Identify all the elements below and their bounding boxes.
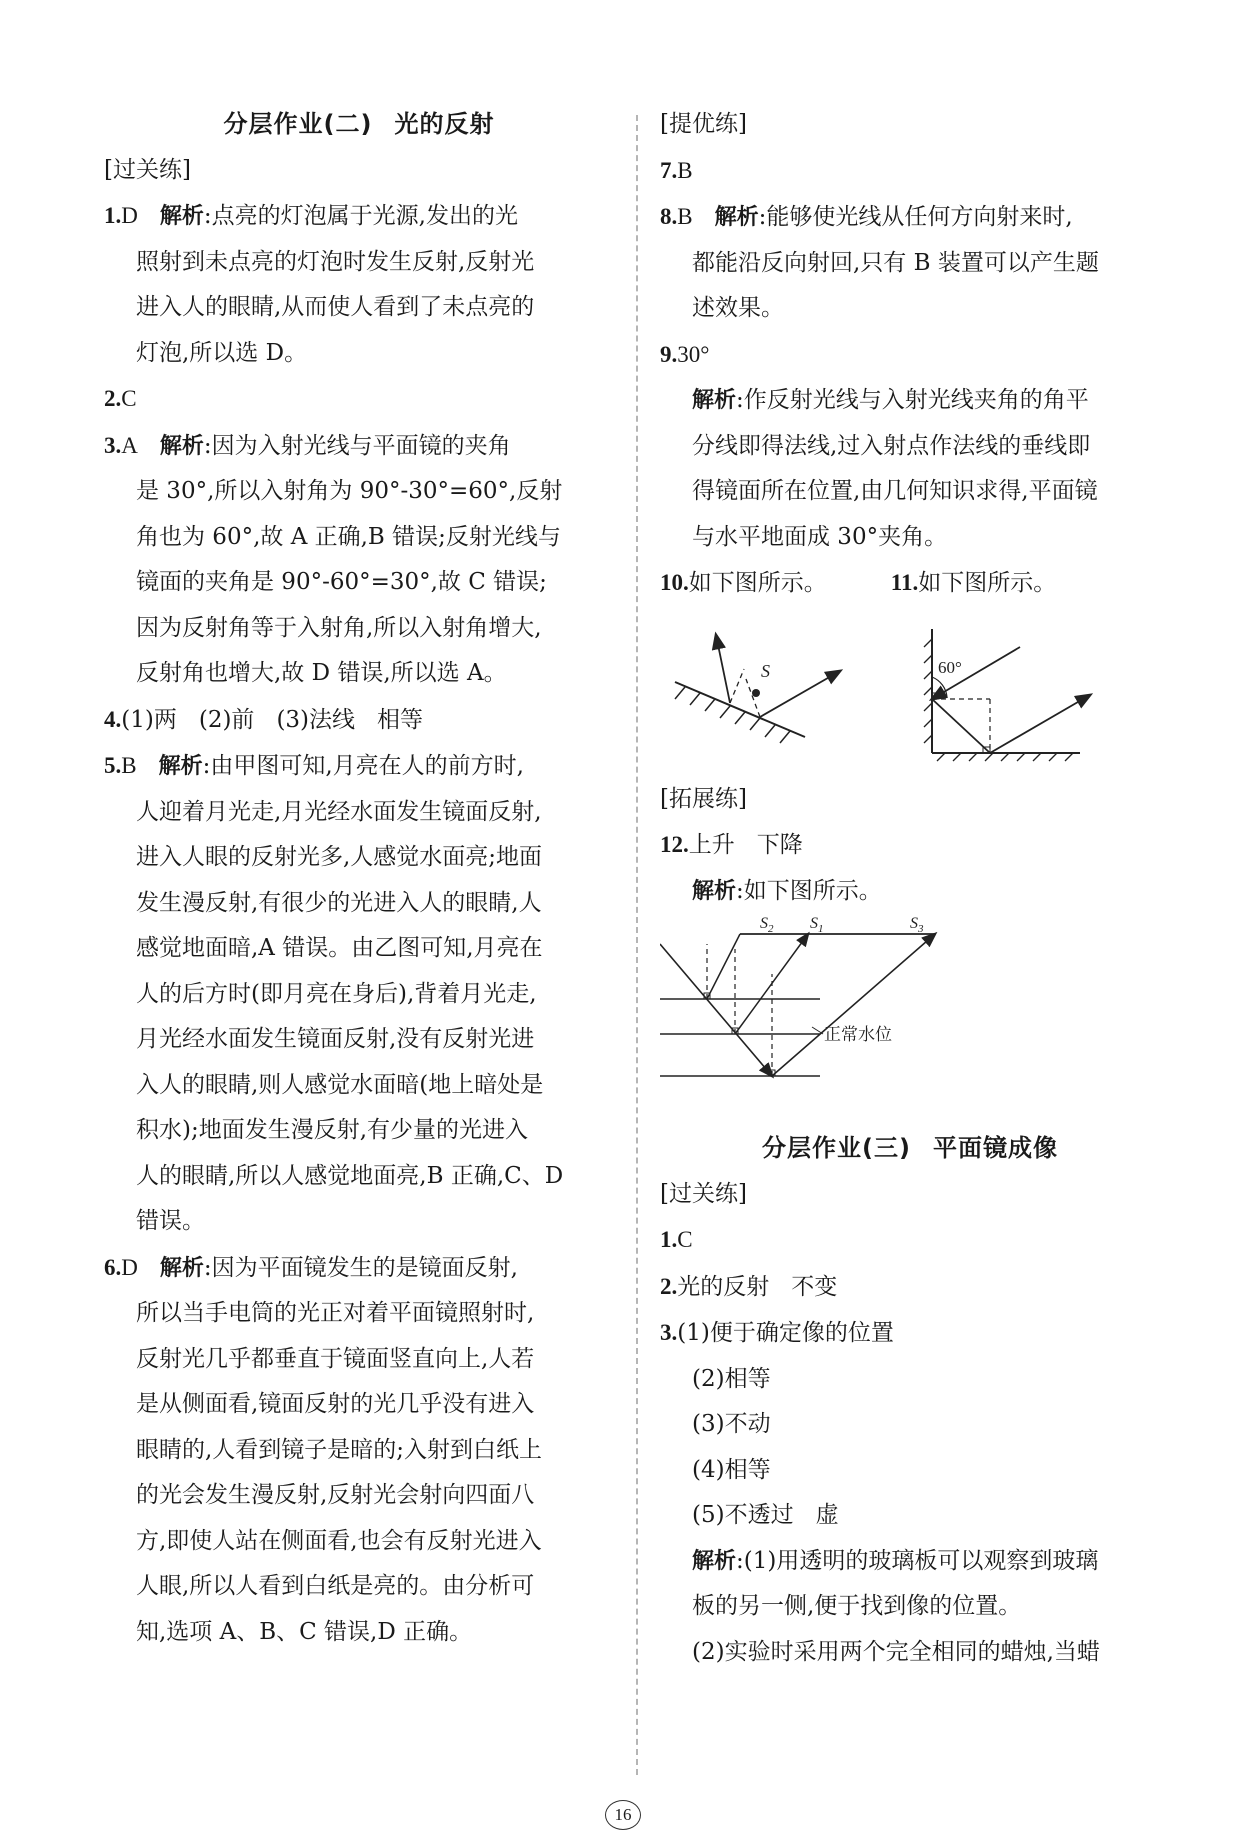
figure-12 — [660, 914, 1160, 1124]
question-10-11: 10.如下图所示。 11.如下图所示。 — [660, 570, 1057, 596]
question-4: 4.(1)两 (2)前 (3)法线 相等 — [104, 706, 424, 733]
section-label-basic-2: [过关练] — [660, 1180, 747, 1207]
section-label-basic: [过关练] — [104, 156, 191, 183]
question-r1: 1.C — [660, 1227, 693, 1252]
question-1: 1.D 解析:点亮的灯泡属于光源,发出的光 照射到未点亮的灯泡时发生反射,反射光 进入人的眼睛,从而使人看到了未点亮的 灯泡,所以选 D。 — [104, 203, 535, 366]
reflection-diagrams — [660, 607, 1160, 777]
question-r3: 3.(1)便于确定像的位置 (2)相等 (3)不动 (4)相等 (5)不透过 虚 解析:(1)用透明的玻璃板可以观察到玻璃 板的另一侧,便于找到像的位置。 (2)实验时采用两个完全相同的蜡烛,当蜡 — [660, 1320, 1100, 1665]
label-s2: $S_2$ — [760, 915, 774, 935]
question-12: 12.上升 下降 — [660, 832, 803, 858]
water-level-diagram — [660, 914, 1160, 1124]
normal-water-level-label: 正常水位 — [824, 1025, 892, 1044]
question-6: 6.D 解析:因为平面镜发生的是镜面反射, 所以当手电筒的光正对着平面镜照射时, 反射光几乎都垂直于镜面竖直向上,人若 是从侧面看,镜面反射的光几乎没有进入 眼睛的,人看到镜子是暗的;入射到白纸上 的光会发生漫反射,反射光会射向四面八 方,即使人站在侧面看,也会有反射光进入 人眼,所以人看到白纸是亮的。由分析可 知,选项 A、B、C 错误,D 正确。 — [104, 1254, 543, 1645]
question-8: 8.B 解析:能够使光线从任何方向射来时, 都能沿反向射回,只有 B 装置可以产生题 述效果。 — [660, 204, 1099, 321]
question-5: 5.B 解析:由甲图可知,月亮在人的前方时, 人迎着月光走,月光经水面发生镜面反射, 进入人眼的反射光多,人感觉水面亮;地面 发生漫反射,有很少的光进入人的眼睛,人 感觉地面暗,A 错误。由乙图可知,月亮在 人的后方时(即月亮在身后),背着月光走, 月光经水面发生镜面反射,没有反射光进 入人的眼睛,则人感觉水面暗(地上暗处是 积水);地面发生漫反射,有少量的光进入 人的眼睛,所以人感觉地面亮,B 正确,C、D 错误。 — [104, 753, 564, 1234]
section-title-2: 分层作业(二) 光的反射 — [223, 110, 495, 138]
question-12-analysis: 解析:如下图所示。 — [692, 877, 882, 904]
column-divider — [636, 115, 638, 1775]
figure-10-mirror-reflection — [675, 635, 840, 743]
question-9: 9.30° 解析:作反射光线与入射光线夹角的角平 分线即得法线,过入射点作法线的垂线即 得镜面所在位置,由几何知识求得,平面镜 与水平地面成 30°夹角。 — [660, 341, 1098, 550]
angle-label-60: 60° — [938, 657, 962, 677]
label-s3: $S_3$ — [910, 915, 924, 935]
right-column — [660, 102, 1160, 1675]
question-2: 2.C — [104, 386, 137, 411]
question-r2: 2.光的反射 不变 — [660, 1273, 838, 1300]
label-s1: $S_1$ — [810, 915, 824, 935]
left-column — [104, 102, 614, 1655]
question-3: 3.A 解析:因为入射光线与平面镜的夹角 是 30°,所以入射角为 90°-30°=60°,反射 角也为 60°,故 A 正确,B 错误;反射光线与 镜面的夹角是 90°-60°=30°,故 C 错误; 因为反射角等于入射角,所以入射角增大, 反射角也增大,故 D 错误,所以选 A。 — [104, 432, 563, 686]
figures-10-11 — [660, 607, 1160, 777]
section-label-extension: [拓展练] — [660, 785, 747, 812]
section-label-advanced: [提优练] — [660, 111, 747, 137]
question-7: 7.B — [660, 157, 693, 183]
source-label-s: S — [761, 660, 770, 681]
section-title-3: 分层作业(三) 平面镜成像 — [762, 1134, 1058, 1162]
figure-11-corner-reflector — [924, 629, 1090, 761]
page-number: 16 — [605, 1800, 641, 1830]
